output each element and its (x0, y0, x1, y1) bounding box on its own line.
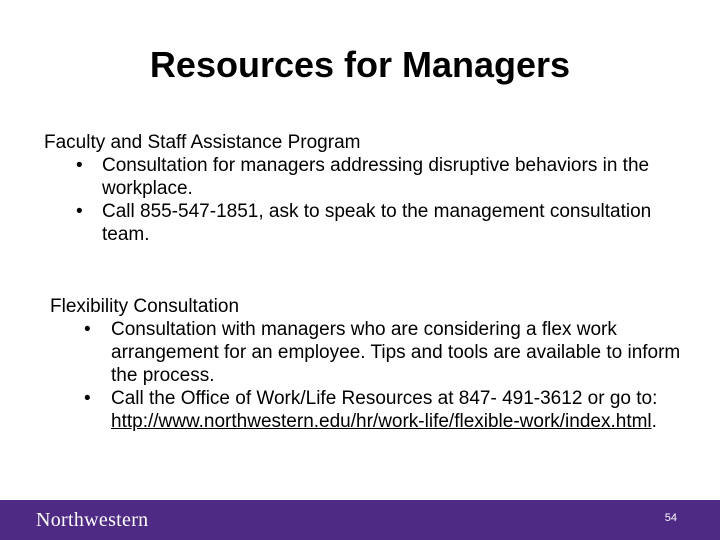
bullet-icon: • (84, 388, 91, 409)
list-item (44, 154, 694, 200)
bullet-text: Consultation with managers who are considering a flex work arrangement for an employee. Tips and tools are available to inform the process. (111, 319, 681, 386)
bullet-list (50, 318, 700, 433)
bullet-icon: • (76, 155, 83, 176)
section-assistance-program (44, 131, 694, 246)
work-life-link[interactable]: http://www.northwestern.edu/hr/work-life/flexible-work/index.html (111, 411, 652, 432)
bullet-text: Call 855-547-1851, ask to speak to the management consultation team. (102, 201, 652, 245)
footer-bar (0, 500, 720, 540)
page-number: 54 (664, 512, 677, 524)
section-heading: Flexibility Consultation (50, 296, 240, 317)
list-item (50, 318, 700, 387)
link-suffix: . (651, 411, 657, 432)
bullet-list (44, 154, 694, 246)
bullet-text: Consultation for managers addressing disruptive behaviors in the workplace. (102, 155, 650, 199)
slide-title: Resources for Managers (149, 44, 571, 85)
list-item (50, 387, 700, 433)
list-item (44, 200, 694, 246)
section-heading: Faculty and Staff Assistance Program (44, 132, 361, 153)
northwestern-logo: Northwestern (36, 509, 149, 531)
bullet-icon: • (84, 319, 91, 340)
bullet-icon: • (76, 201, 83, 222)
section-flexibility-consultation (50, 295, 700, 433)
bullet-text: Call the Office of Work/Life Resources at 847- 491-3612 or go to: (111, 388, 658, 409)
